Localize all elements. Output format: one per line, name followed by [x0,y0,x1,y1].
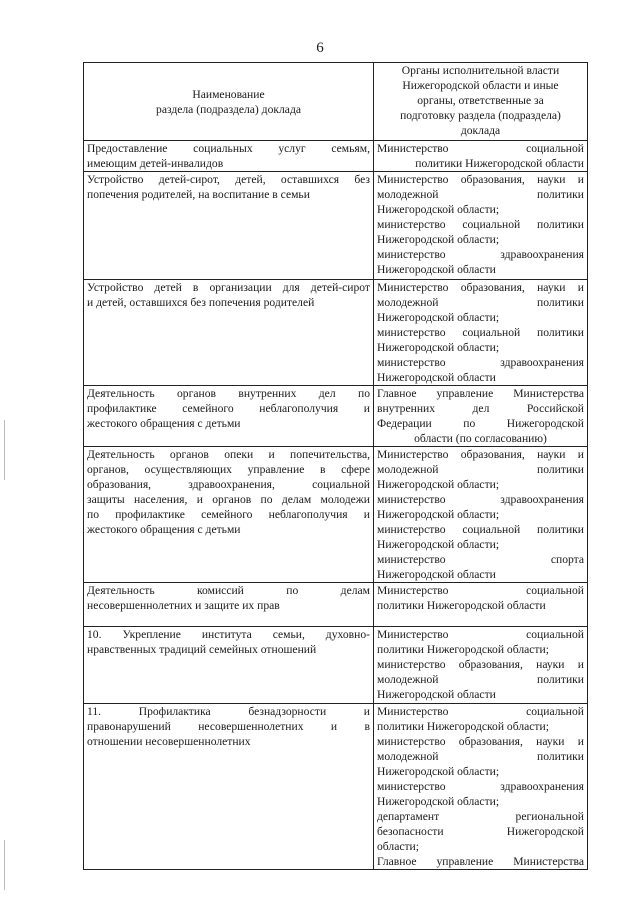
cell-line: департамент региональной [377,810,584,823]
table-row [84,583,588,627]
table-row [84,386,588,447]
cell-line: Главное управление Министерства [377,855,584,868]
header-right-line: Нижегородской области и иные [402,79,559,92]
cell-line: и детей, оставшихся без попечения родителей [87,296,315,309]
cell-line: Нижегородской области; [377,311,500,324]
cell-line: Деятельность комиссий по делам [87,584,370,597]
cell-line: Министерство социальной [377,584,584,597]
header-section-name [84,63,374,141]
cell-line: министерство образования, науки и [377,735,584,748]
section-name-cell [84,141,374,172]
cell-line: Нижегородской области; [377,203,500,216]
section-name-cell [84,386,374,447]
cell-line: Нижегородской области; [377,478,500,491]
cell-line: несовершеннолетних и защите их прав [87,599,280,612]
cell-line: области (по согласованию) [414,432,547,445]
cell-line: министерство социальной политики [377,218,584,231]
cell-line: правонарушений несовершеннолетних и в [87,720,370,733]
cell-line: Нижегородской области; [377,795,500,808]
cell-line: политики Нижегородской области; [377,720,549,733]
cell-line: Нижегородской области; [377,341,500,354]
cell-line: защиты населения, и органов по делам молодежи [87,493,370,506]
cell-line: молодежной политики [377,296,584,309]
responsible-bodies-cell [374,447,588,583]
cell-line: профилактике семейного неблагополучия и [87,402,370,415]
section-name-cell [84,583,374,627]
cell-line: образования, здравоохранения, социальной [87,478,370,491]
cell-line: политики Нижегородской области [415,157,584,170]
scan-artifact [4,420,5,480]
header-right-line: Органы исполнительной власти [401,64,560,77]
responsible-bodies-cell [374,280,588,386]
cell-line: министерство социальной политики [377,523,584,536]
header-right-line: органы, ответственные за [417,94,544,107]
cell-line: по профилактике семейного неблагополучия и [87,508,370,521]
cell-line: 11. Профилактика безнадзорности и [87,705,370,718]
cell-line: Нижегородской области; [377,765,500,778]
cell-line: министерство социальной политики [377,326,584,339]
report-sections-table [83,62,588,870]
table-header-row [84,63,588,141]
cell-line: Главное управление Министерства [377,387,584,400]
cell-line: Нижегородской области; [377,508,500,521]
cell-line: имеющим детей-инвалидов [87,157,224,170]
section-name-cell [84,627,374,704]
cell-line: Устройство детей в организации для детей-сирот [87,281,370,294]
cell-line: Деятельность органов опеки и попечительства, [87,448,370,461]
header-right-line: доклада [460,124,501,137]
cell-line: Предоставление социальных услуг семьям, [87,142,370,155]
table-row [84,447,588,583]
cell-line: молодежной политики [377,463,584,476]
cell-line: министерство здравоохранения [377,780,584,793]
responsible-bodies-cell [374,386,588,447]
header-right-line: подготовку раздела (подраздела) [400,109,561,122]
responsible-bodies-cell [374,627,588,704]
cell-line: Нижегородской области [377,263,496,276]
cell-line: жестокого обращения с детьми [87,523,241,536]
cell-line: министерство здравоохранения [377,248,584,261]
cell-line: Министерство образования, науки и [377,173,584,186]
cell-line: министерство спорта [377,553,584,566]
page-number: 6 [316,40,324,56]
table-row [84,172,588,280]
header-left-line: раздела (подраздела) доклада [156,103,301,116]
cell-line: внутренних дел Российской [377,402,584,415]
cell-line: Деятельность органов внутренних дел по [87,387,370,400]
cell-line: Министерство социальной [377,705,584,718]
cell-line: политики Нижегородской области [377,599,546,612]
cell-line: области; [377,840,419,853]
cell-line: молодежной политики [377,750,584,763]
cell-line: Министерство образования, науки и [377,281,584,294]
cell-line: органов, осуществляющих управление в сфере [87,463,370,476]
responsible-bodies-cell [374,141,588,172]
cell-line: Федерации по Нижегородской [377,417,584,430]
cell-line: молодежной политики [377,673,584,686]
section-name-cell [84,447,374,583]
cell-line: Нижегородской области [377,568,496,581]
cell-line: Министерство социальной [377,628,584,641]
section-name-cell [84,172,374,280]
table-row [84,627,588,704]
cell-line: жестокого обращения с детьми [87,417,241,430]
table-row [84,704,588,870]
cell-line: Нижегородской области; [377,233,500,246]
responsible-bodies-cell [374,172,588,280]
header-responsible-bodies [374,63,588,141]
cell-line: Нижегородской области [377,371,496,384]
cell-line: Министерство образования, науки и [377,448,584,461]
cell-line: отношении несовершеннолетних [87,735,251,748]
cell-line: молодежной политики [377,188,584,201]
cell-line: Нижегородской области; [377,538,500,551]
cell-line: попечения родителей, на воспитание в семьи [87,188,310,201]
cell-line: министерство образования, науки и [377,658,584,671]
cell-line: безопасности Нижегородской [377,825,584,838]
cell-line: Устройство детей-сирот, детей, оставшихся без [87,173,370,186]
table-row [84,141,588,172]
cell-line: министерство здравоохранения [377,356,584,369]
section-name-cell [84,704,374,870]
header-left-line: Наименование [192,88,265,101]
cell-line: министерство здравоохранения [377,493,584,506]
cell-line: политики Нижегородской области; [377,643,549,656]
responsible-bodies-cell [374,704,588,870]
scan-artifact [4,840,5,890]
table-row [84,280,588,386]
cell-line: Министерство социальной [377,142,584,155]
cell-line: 10. Укрепление института семьи, духовно- [87,628,370,641]
cell-line: нравственных традиций семейных отношений [87,643,317,656]
section-name-cell [84,280,374,386]
cell-line: Нижегородской области [377,688,496,701]
responsible-bodies-cell [374,583,588,627]
